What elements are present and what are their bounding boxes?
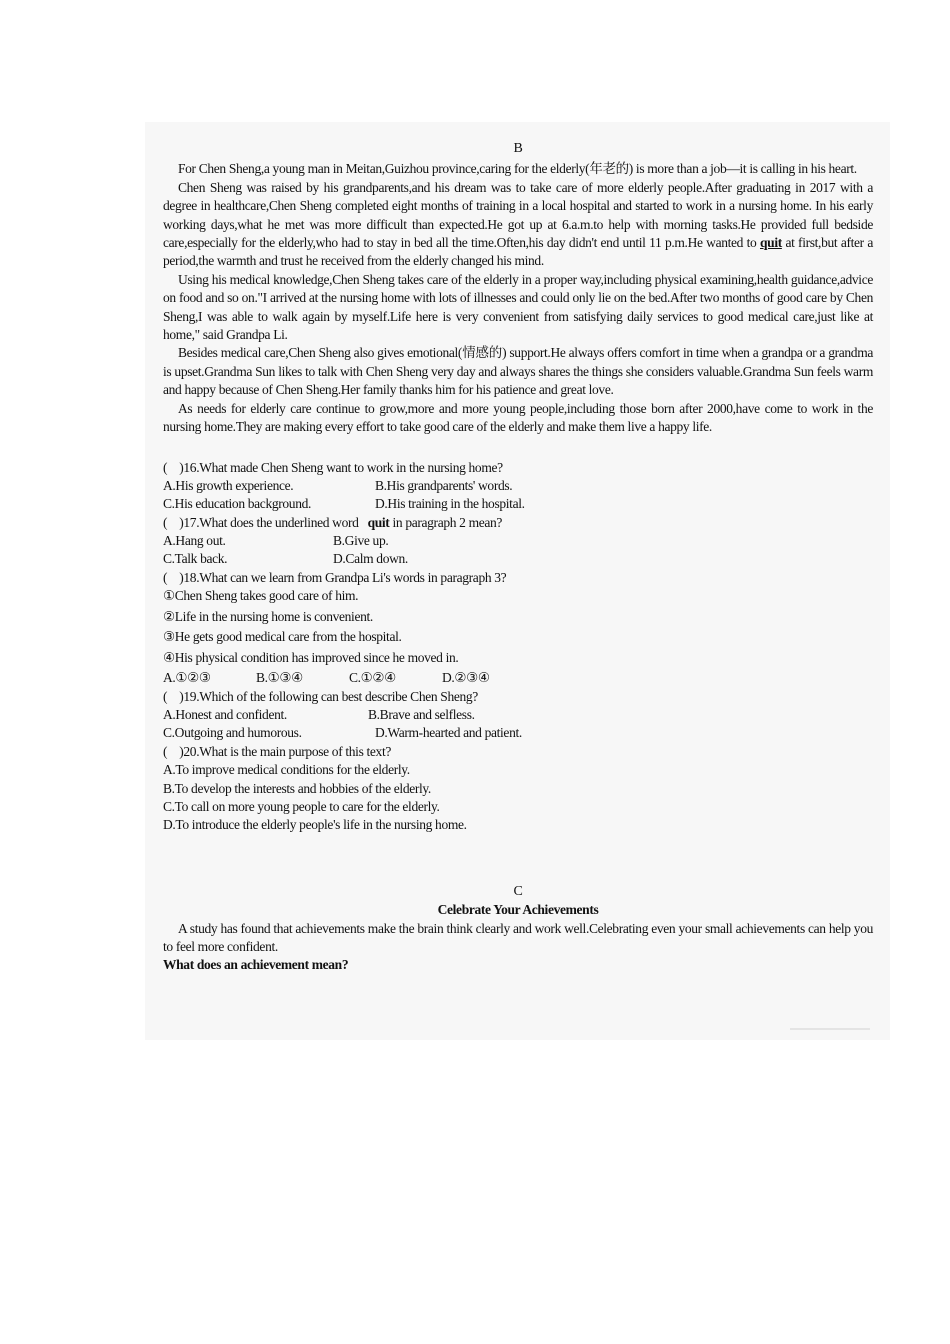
section-c-label: C [513, 883, 523, 899]
paragraph-1: For Chen Sheng,a young man in Meitan,Guizhou province,caring for the elderly(年老的) is more than a job—it is calling in his heart. [178, 161, 857, 177]
question-16-option-b: B.His grandparents' words. [375, 477, 513, 493]
question-17-option-b: B.Give up. [333, 533, 389, 549]
underlined-word-quit: quit [760, 235, 782, 251]
question-16-option-a: A.His growth experience. [163, 477, 294, 493]
question-18-options [163, 669, 873, 687]
question-18-statement-3: ③He gets good medical care from the hospital. [163, 629, 402, 645]
question-19-option-b: B.Brave and selfless. [368, 707, 475, 723]
question-16-option-c: C.His education background. [163, 496, 312, 512]
questions-b [163, 459, 873, 835]
question-17-stem-b: in paragraph 2 mean? [389, 514, 503, 530]
question-17-stem [163, 514, 873, 532]
question-18-statement-2: ②Life in the nursing home is convenient. [163, 608, 373, 624]
question-19-option-d: D.Warm-hearted and patient. [375, 725, 522, 741]
question-16-options-row-1 [163, 477, 873, 495]
question-20-stem: ( )20.What is the main purpose of this text? [163, 743, 391, 759]
question-19-stem: ( )19.Which of the following can best describe Chen Sheng? [163, 688, 478, 704]
paragraph-5: As needs for elderly care continue to grow,more and more young people,including those born after 2000,have come to work in the nursing home.They are making every effort to take good care of the elderly and make them live a happy life. [163, 400, 873, 435]
question-19-option-a: A.Honest and confident. [163, 707, 287, 723]
question-16-options-row-2 [163, 495, 873, 513]
section-c-title: Celebrate Your Achievements [437, 902, 599, 918]
question-18-option-a: A.①②③ [163, 670, 211, 686]
question-17-stem-a: ( )17.What does the underlined word [163, 514, 368, 530]
paragraph-2 [163, 179, 873, 271]
paragraph-4: Besides medical care,Chen Sheng also gives emotional(情感的) support.He always offers comfort in time when a grandpa or a grandma is upset.Grandma Sun likes to talk with Chen Sheng very day and always shares the things she considers valuable.Grandma Sun feels warm and happy because of Chen Sheng.Her family thanks him for his patience and great love. [163, 345, 873, 398]
paragraph-2-text-b: at first,but after a period,the warmth and trust he received from the elderly changed his mind. [163, 235, 874, 269]
question-18-statement-1: ①Chen Sheng takes good care of him. [163, 588, 359, 604]
question-17-options-row-2 [163, 550, 873, 568]
section-c-subheading: What does an achievement mean? [163, 957, 349, 973]
scan-artifact [790, 1028, 870, 1030]
question-20-option-c: C.To call on more young people to care for the elderly. [163, 798, 440, 814]
section-b-label: B [513, 141, 523, 156]
section-c [163, 883, 873, 975]
question-17-option-d: D.Calm down. [333, 551, 408, 567]
question-18-stem: ( )18.What can we learn from Grandpa Li's words in paragraph 3? [163, 569, 507, 585]
question-18-option-d: D.②③④ [442, 670, 490, 686]
question-18-statement-4: ④His physical condition has improved since he moved in. [163, 649, 459, 665]
question-19-option-c: C.Outgoing and humorous. [163, 725, 302, 741]
question-19-options-row-2 [163, 724, 873, 742]
question-18-option-c: C.①②④ [349, 670, 396, 686]
question-20-option-a: A.To improve medical conditions for the elderly. [163, 762, 410, 778]
question-17-keyword: quit [367, 514, 390, 530]
paragraph-2-text-a: Chen Sheng was raised by his grandparents,and his dream was to take care of more elderly people.After graduating in 2017 with a degree in healthcare,Chen Sheng completed eight months of training in a local hospital and started to work in a nursing home. In his early working days,what he met was more difficult than expected.He got up at 6.a.m.to help with morning tasks.He provided full bedside care,especially for the elderly,who had to stay in bed all the time.Often,his day didn't end until 11 p.m.He wanted to [163, 179, 873, 251]
question-18-option-b: B.①③④ [256, 670, 303, 686]
question-20-option-b: B.To develop the interests and hobbies of the elderly. [163, 780, 431, 796]
question-20-option-d: D.To introduce the elderly people's life in the nursing home. [163, 817, 467, 833]
paragraph-3: Using his medical knowledge,Chen Sheng takes care of the elderly in a proper way,including physical examining,health guidance,advice on food and so on."I arrived at the nursing home with lots of illnesses and could only lie on the bed.After two months of good care by Chen Sheng,I was able to walk again by myself.Life here is very convenient from satisfying daily services to good medical care,just like at home," said Grandpa Li. [163, 271, 873, 343]
question-17-option-a: A.Hang out. [163, 533, 226, 549]
passage-b [163, 160, 873, 436]
question-16-stem: ( )16.What made Chen Sheng want to work in the nursing home? [163, 459, 503, 475]
section-c-intro: A study has found that achievements make the brain think clearly and work well.Celebrating even your small achievements can help you to feel more confident. [163, 920, 873, 954]
question-17-option-c: C.Talk back. [163, 551, 228, 567]
question-19-options-row-1 [163, 706, 873, 724]
document-content [163, 140, 873, 975]
question-16-option-d: D.His training in the hospital. [375, 496, 525, 512]
question-17-options-row-1 [163, 532, 873, 550]
